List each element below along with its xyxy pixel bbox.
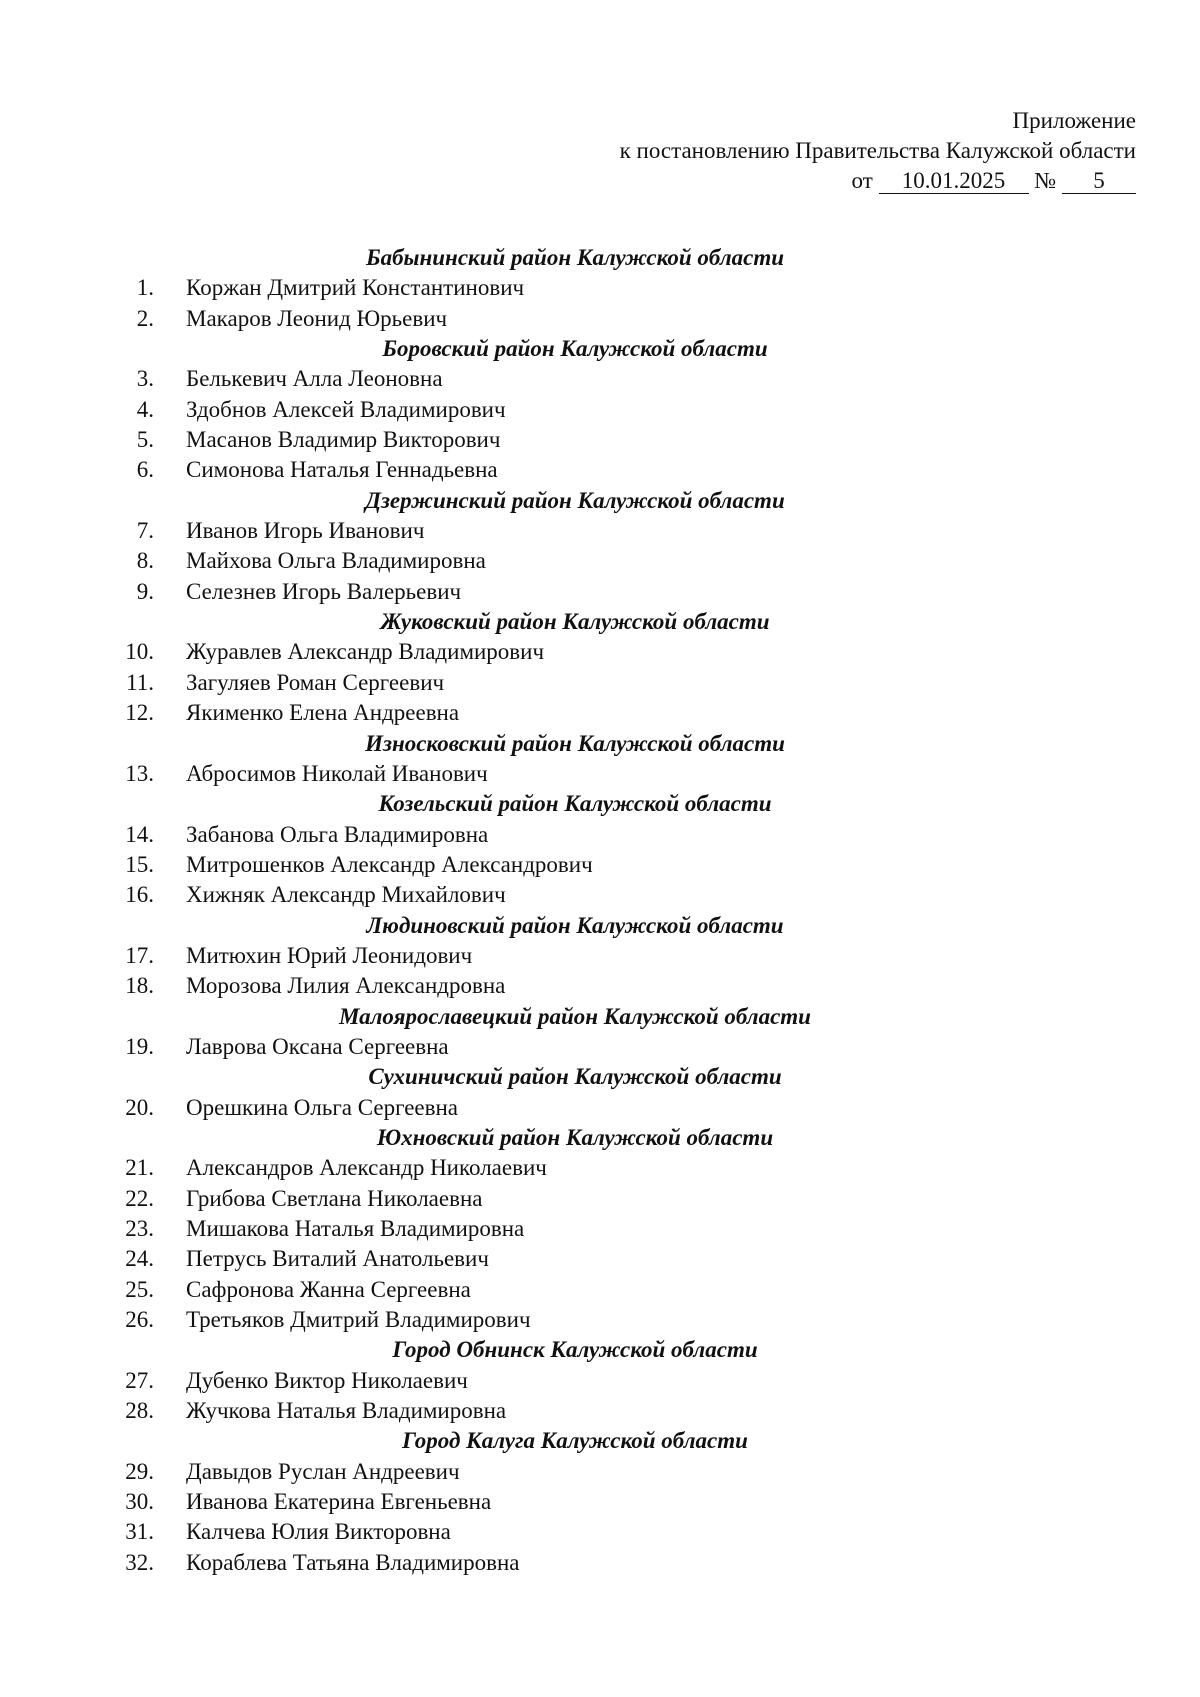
item-number: 16. <box>125 882 154 908</box>
item-number: 13. <box>125 760 154 786</box>
item-number: 24. <box>125 1246 154 1272</box>
item-number: 32. <box>125 1549 154 1575</box>
district-heading: Город Калуга Калужской области <box>402 1428 748 1454</box>
item-number: 28. <box>125 1398 154 1424</box>
person-name: Мишакова Наталья Владимировна <box>186 1216 525 1241</box>
list-item <box>0 395 1200 425</box>
item-number: 7. <box>136 518 154 544</box>
district-heading: Людиновский район Калужской области <box>366 912 784 938</box>
list-item <box>0 698 1200 728</box>
item-number: 3. <box>136 366 154 392</box>
person-name: Кораблева Татьяна Владимировна <box>186 1549 520 1575</box>
appendix-date-number <box>620 166 1136 196</box>
item-number: 18. <box>125 973 154 999</box>
item-number: 29. <box>125 1458 154 1484</box>
list-item <box>0 880 1200 910</box>
person-name: Хижняк Александр Михайлович <box>186 882 506 908</box>
person-name: Якименко Елена Андреевна <box>186 700 460 726</box>
list-item <box>0 637 1200 667</box>
list-item <box>0 1457 1200 1487</box>
person-name: Морозова Лилия Александровна <box>186 973 506 999</box>
list-item <box>0 455 1200 485</box>
list-item <box>0 304 1200 334</box>
date-prefix: от <box>851 168 873 193</box>
person-name: Селезнев Игорь Валерьевич <box>186 578 462 604</box>
person-name: Александров Александр Николаевич <box>186 1155 547 1181</box>
list-item <box>0 577 1200 607</box>
person-name: Журавлев Александр Владимирович <box>186 639 545 665</box>
person-name: Здобнов Алексей Владимирович <box>186 396 506 422</box>
list-item <box>0 759 1200 789</box>
item-number: 11. <box>126 669 154 695</box>
list-item <box>0 1548 1200 1578</box>
list-item <box>0 546 1200 576</box>
item-number: 14. <box>125 821 154 847</box>
item-number: 27. <box>125 1367 154 1393</box>
person-name: Белькевич Алла Леоновна <box>186 366 443 392</box>
list-item <box>0 273 1200 303</box>
list-item <box>0 1032 1200 1062</box>
person-name: Сафронова Жанна Сергеевна <box>186 1276 471 1302</box>
person-name: Митрошенков Александр Александрович <box>186 851 593 877</box>
item-number: 10. <box>125 639 154 665</box>
item-number: 9. <box>136 578 154 604</box>
list-item <box>0 516 1200 546</box>
item-number: 19. <box>125 1033 154 1059</box>
list-item <box>0 1184 1200 1214</box>
district-heading: Юхновский район Калужской области <box>376 1124 774 1150</box>
district-heading: Боровский район Калужской области <box>382 336 768 362</box>
item-number: 23. <box>125 1216 154 1241</box>
district-heading: Город Обнинск Калужской области <box>392 1337 758 1363</box>
person-name: Макаров Леонид Юрьевич <box>186 305 448 331</box>
person-name: Забанова Ольга Владимировна <box>186 821 489 847</box>
person-name: Загуляев Роман Сергеевич <box>186 669 445 695</box>
list-item <box>0 1153 1200 1183</box>
person-name: Коржан Дмитрий Константинович <box>186 275 525 301</box>
list-item <box>0 364 1200 394</box>
document-number: 5 <box>1062 169 1136 194</box>
district-heading: Износковский район Калужской области <box>365 730 785 756</box>
district-heading: Сухиничский район Калужской области <box>368 1064 782 1090</box>
item-number: 22. <box>125 1185 154 1211</box>
list-item <box>0 425 1200 455</box>
person-name: Иванова Екатерина Евгеньевна <box>186 1489 492 1515</box>
person-name: Петрусь Виталий Анатольевич <box>186 1246 489 1272</box>
list-item <box>0 850 1200 880</box>
list-item <box>0 1517 1200 1547</box>
item-number: 25. <box>125 1276 154 1302</box>
document-date: 10.01.2025 <box>879 169 1029 194</box>
item-number: 6. <box>136 457 154 483</box>
list-item <box>0 1093 1200 1123</box>
item-number: 15. <box>125 851 154 877</box>
persons-list <box>0 243 1200 1578</box>
item-number: 31. <box>125 1519 154 1545</box>
person-name: Масанов Владимир Викторович <box>186 427 501 453</box>
list-item <box>0 971 1200 1001</box>
item-number: 26. <box>125 1307 154 1333</box>
person-name: Майхова Ольга Владимировна <box>186 548 486 574</box>
person-name: Давыдов Руслан Андреевич <box>186 1458 460 1484</box>
item-number: 12. <box>125 700 154 726</box>
list-item <box>0 820 1200 850</box>
item-number: 4. <box>136 396 154 422</box>
list-item <box>0 1366 1200 1396</box>
item-number: 17. <box>125 942 154 968</box>
item-number: 5. <box>136 427 154 453</box>
person-name: Лаврова Оксана Сергеевна <box>186 1033 449 1059</box>
list-item <box>0 1275 1200 1305</box>
list-item <box>0 941 1200 971</box>
item-number: 1. <box>136 275 154 301</box>
appendix-header <box>620 106 1136 196</box>
district-heading: Жуковский район Калужской области <box>380 609 770 635</box>
list-item <box>0 1396 1200 1426</box>
person-name: Третьяков Дмитрий Владимирович <box>186 1307 531 1333</box>
item-number: 30. <box>125 1489 154 1515</box>
list-item <box>0 1244 1200 1274</box>
person-name: Дубенко Виктор Николаевич <box>186 1367 468 1393</box>
list-item <box>0 668 1200 698</box>
person-name: Жучкова Наталья Владимировна <box>186 1398 507 1424</box>
district-heading: Малоярославецкий район Калужской области <box>339 1003 811 1029</box>
list-item <box>0 1214 1200 1244</box>
person-name: Симонова Наталья Геннадьевна <box>186 457 498 483</box>
number-prefix: № <box>1034 168 1057 193</box>
person-name: Орешкина Ольга Сергеевна <box>186 1094 459 1120</box>
appendix-title: Приложение <box>1012 108 1136 133</box>
item-number: 21. <box>125 1155 154 1181</box>
person-name: Абросимов Николай Иванович <box>186 760 488 786</box>
appendix-reference: к постановлению Правительства Калужской области <box>619 138 1136 163</box>
person-name: Иванов Игорь Иванович <box>186 518 425 544</box>
item-number: 20. <box>125 1094 154 1120</box>
district-heading: Козельский район Калужской области <box>378 791 772 817</box>
person-name: Грибова Светлана Николаевна <box>186 1185 483 1211</box>
district-heading: Бабынинский район Калужской области <box>365 245 785 270</box>
list-item <box>0 1487 1200 1517</box>
item-number: 2. <box>136 305 154 331</box>
list-item <box>0 1305 1200 1335</box>
person-name: Калчева Юлия Викторовна <box>186 1519 451 1545</box>
district-heading: Дзержинский район Калужской области <box>365 487 785 513</box>
item-number: 8. <box>136 548 154 574</box>
person-name: Митюхин Юрий Леонидович <box>186 942 473 968</box>
